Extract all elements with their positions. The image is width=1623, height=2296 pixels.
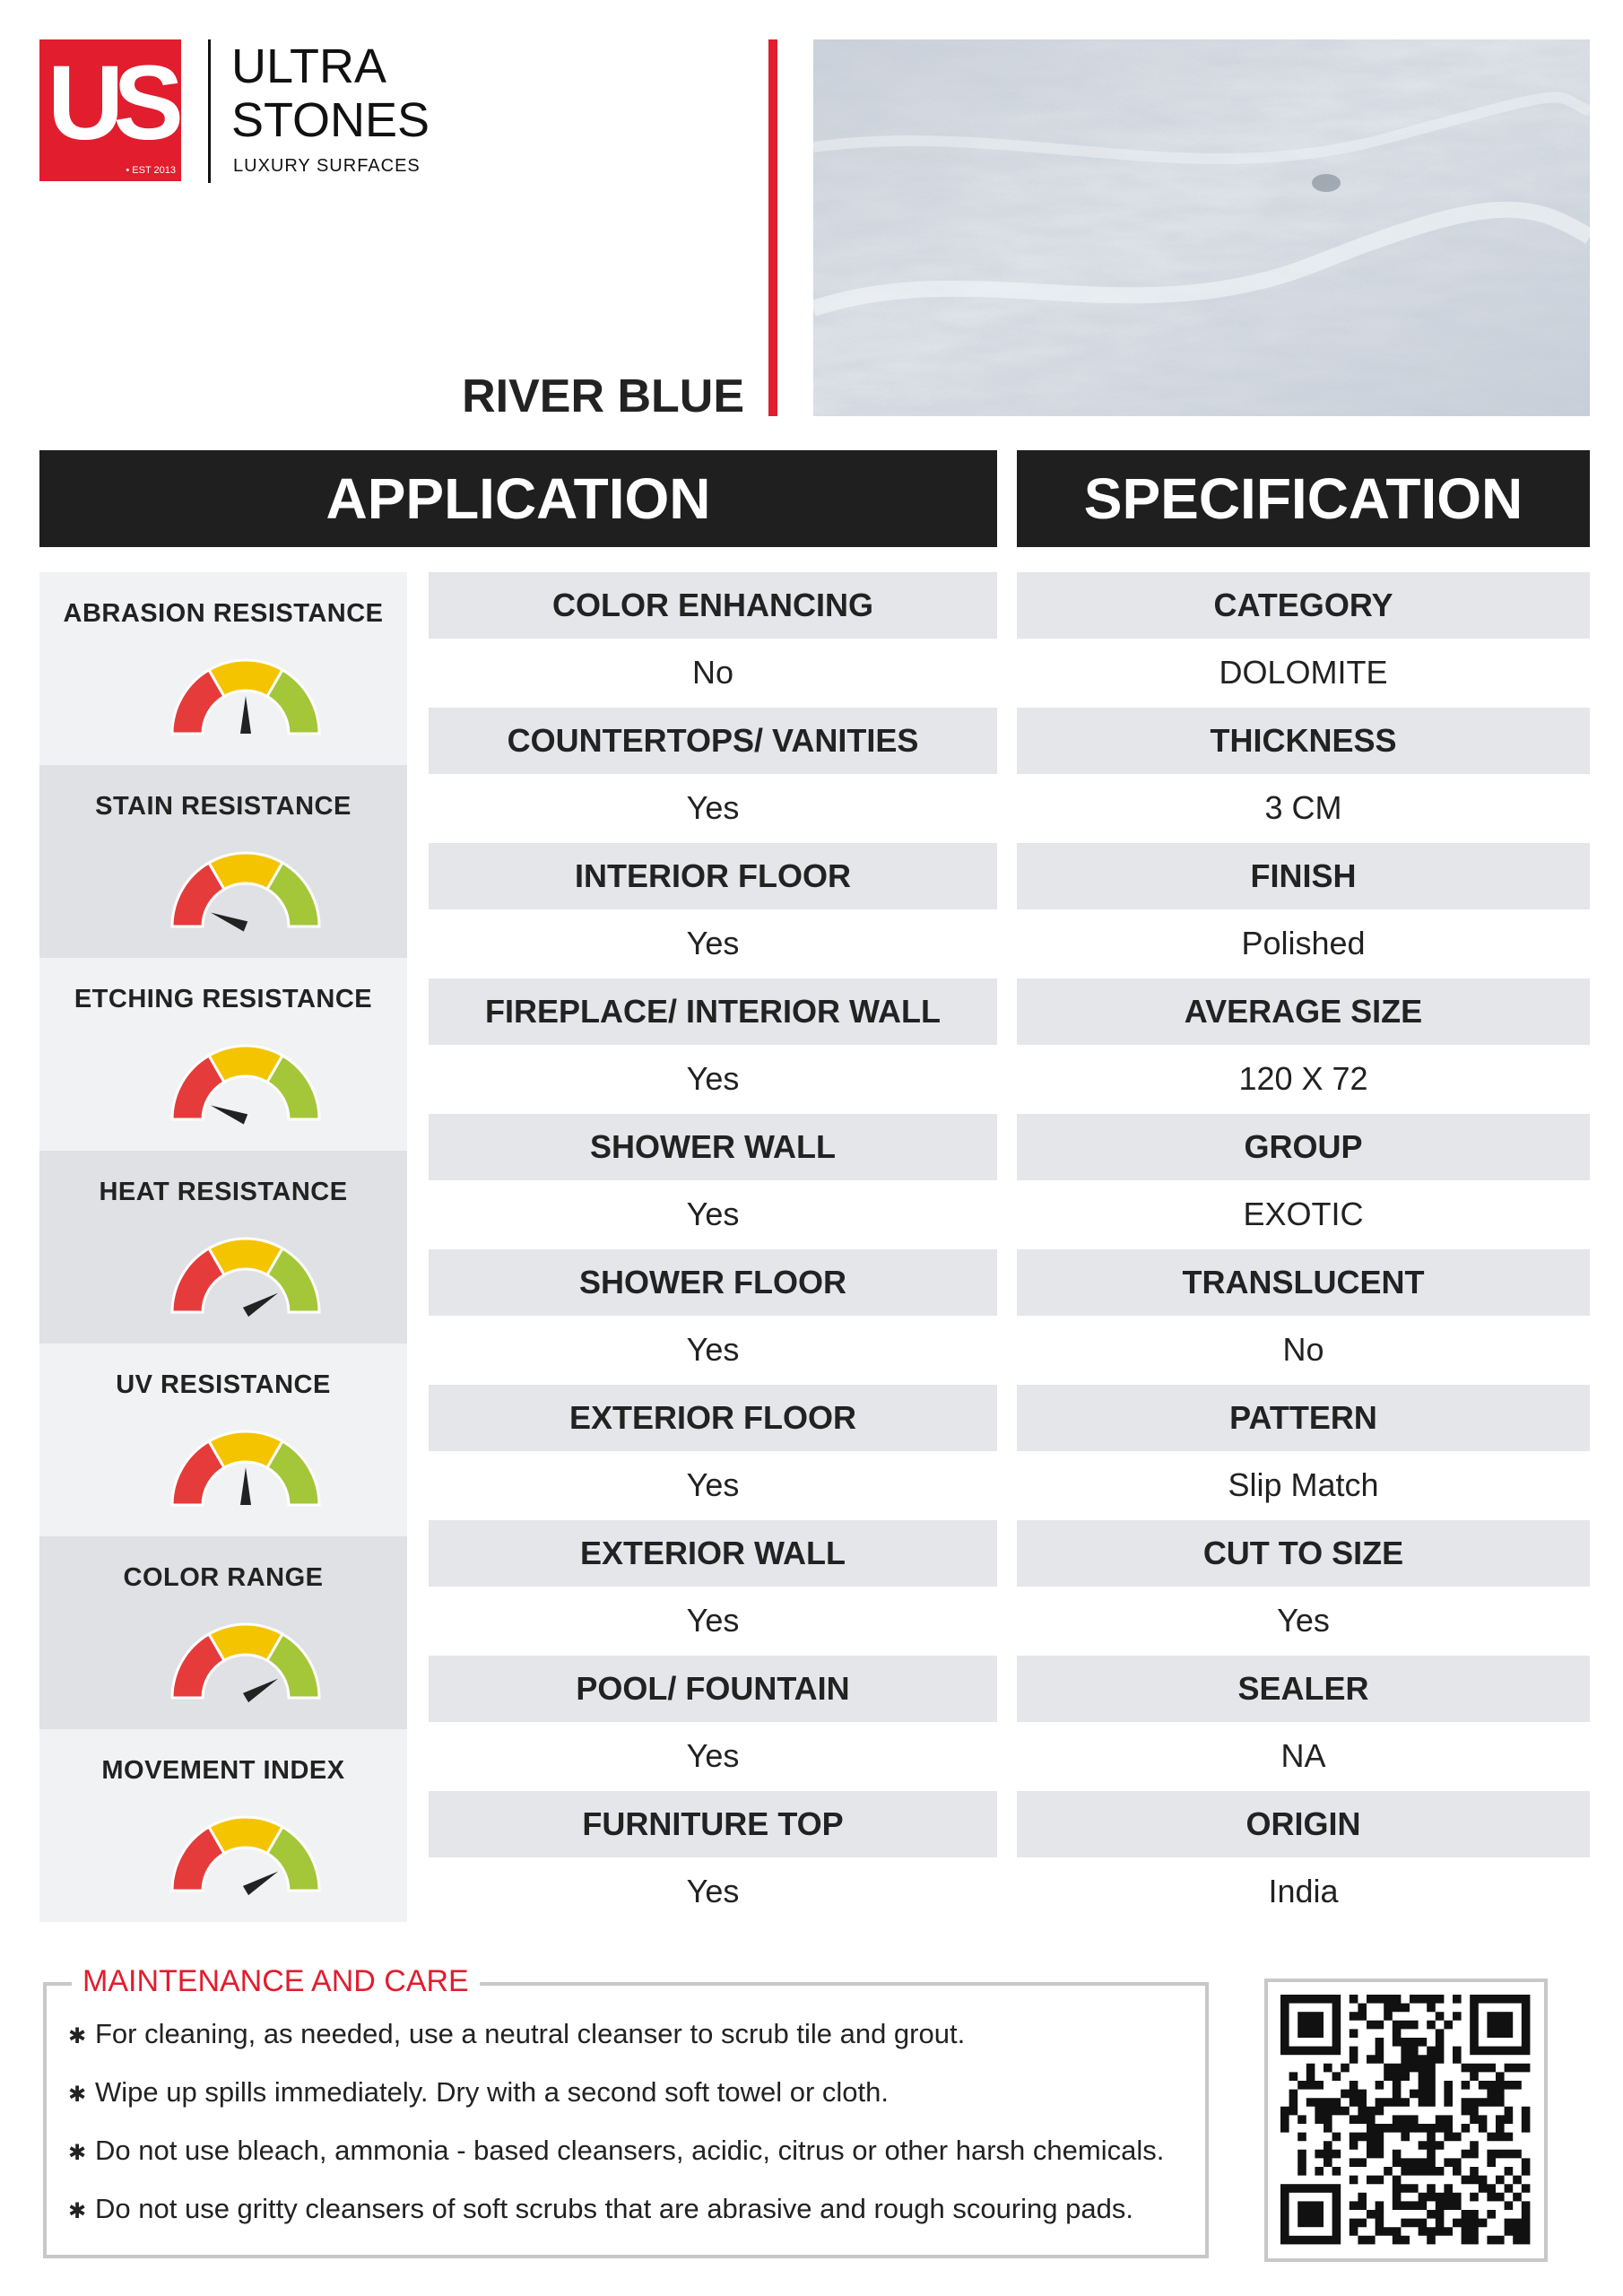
qr-finder (1298, 2201, 1324, 2227)
application-label: SHOWER FLOOR (429, 1249, 997, 1316)
accent-bar (768, 39, 777, 416)
spec-value: Yes (1017, 1587, 1590, 1654)
gauge-dial (169, 851, 322, 932)
gauge-label: STAIN RESISTANCE (95, 792, 352, 821)
spec-label: FINISH (1017, 843, 1590, 909)
logo-est: • EST 2013 (126, 165, 176, 176)
logo-monogram: US (48, 44, 173, 162)
asterisk-icon: ✱ (68, 2024, 87, 2048)
gauge-dial (169, 1430, 322, 1510)
brand-name-line1: ULTRA (231, 39, 387, 93)
application-label: EXTERIOR FLOOR (429, 1385, 997, 1451)
gauge-dial (169, 1815, 322, 1896)
qr-code-icon[interactable] (1271, 1986, 1541, 2255)
gauge-dial (169, 1044, 322, 1125)
qr-finder (1298, 2012, 1324, 2038)
application-value: Yes (429, 910, 997, 977)
maintenance-text: Do not use gritty cleansers of soft scrubs that are abrasive and rough scouring pads. (95, 2193, 1133, 2224)
application-value: Yes (429, 775, 997, 841)
gauge-needle (243, 1872, 278, 1896)
specification-header: SPECIFICATION (1017, 450, 1590, 547)
maintenance-item (68, 2193, 1133, 2225)
application-value: Yes (429, 1858, 997, 1925)
asterisk-icon: ✱ (68, 2141, 87, 2165)
spec-value: Slip Match (1017, 1452, 1590, 1518)
application-value: No (429, 639, 997, 706)
maintenance-item (68, 2135, 1164, 2167)
gauge-dial (169, 658, 322, 739)
application-value: Yes (429, 1452, 997, 1518)
application-value: Yes (429, 1181, 997, 1248)
spec-value: 3 CM (1017, 775, 1590, 841)
application-label: SHOWER WALL (429, 1114, 997, 1180)
gauge-label: MOVEMENT INDEX (101, 1756, 345, 1785)
gauge-dial (169, 1622, 322, 1703)
spec-value: EXOTIC (1017, 1181, 1590, 1248)
maintenance-text: Wipe up spills immediately. Dry with a second soft towel or cloth. (95, 2076, 889, 2108)
gauge-label: COLOR RANGE (123, 1563, 324, 1592)
application-label: FIREPLACE/ INTERIOR WALL (429, 978, 997, 1045)
gauge-label: HEAT RESISTANCE (99, 1178, 348, 1206)
spec-value: India (1017, 1858, 1590, 1925)
maintenance-item (68, 2018, 965, 2050)
application-label: COLOR ENHANCING (429, 572, 997, 639)
application-value: Yes (429, 1723, 997, 1789)
resistance-gauges (39, 572, 407, 1923)
gauge-label: ETCHING RESISTANCE (74, 985, 373, 1013)
gauge-needle (243, 1293, 278, 1318)
gauge-label: ABRASION RESISTANCE (63, 599, 384, 628)
stone-sample-image (813, 39, 1590, 416)
brand-name-line2: STONES (231, 93, 430, 147)
spec-label: CUT TO SIZE (1017, 1520, 1590, 1587)
spec-label: PATTERN (1017, 1385, 1590, 1451)
maintenance-text: Do not use bleach, ammonia - based cleansers, acidic, citrus or other harsh chemicals. (95, 2135, 1165, 2166)
spec-label: THICKNESS (1017, 708, 1590, 774)
spec-label: CATEGORY (1017, 572, 1590, 639)
asterisk-icon: ✱ (68, 2199, 87, 2223)
gauge-needle (240, 696, 251, 734)
spec-value: 120 X 72 (1017, 1046, 1590, 1112)
gauge-heat-resistance (39, 1151, 407, 1344)
brand-tagline: LUXURY SURFACES (233, 156, 421, 176)
qr-finder (1487, 2012, 1513, 2038)
application-label: EXTERIOR WALL (429, 1520, 997, 1587)
application-label: COUNTERTOPS/ VANITIES (429, 708, 997, 774)
gauge-dial (169, 1237, 322, 1318)
application-value: Yes (429, 1587, 997, 1654)
gauge-movement-index (39, 1729, 407, 1922)
gauge-needle (240, 1467, 251, 1505)
gauge-abrasion-resistance (39, 572, 407, 765)
spec-label: TRANSLUCENT (1017, 1249, 1590, 1316)
qr-code-frame[interactable] (1264, 1979, 1548, 2262)
asterisk-icon: ✱ (68, 2083, 87, 2107)
maintenance-title: MAINTENANCE AND CARE (72, 1961, 480, 2001)
spec-value: No (1017, 1317, 1590, 1383)
gauge-needle (243, 1679, 278, 1703)
gauge-needle (211, 913, 247, 932)
maintenance-item (68, 2076, 889, 2109)
spec-label: SEALER (1017, 1656, 1590, 1722)
brand-logo (39, 39, 181, 181)
logo-divider (208, 39, 211, 183)
application-value: Yes (429, 1046, 997, 1112)
spec-label: AVERAGE SIZE (1017, 978, 1590, 1045)
gauge-etching-resistance (39, 958, 407, 1151)
spec-label: ORIGIN (1017, 1791, 1590, 1857)
gauge-needle (211, 1106, 247, 1125)
spec-value: NA (1017, 1723, 1590, 1789)
spec-label: GROUP (1017, 1114, 1590, 1180)
application-value: Yes (429, 1317, 997, 1383)
application-label: POOL/ FOUNTAIN (429, 1656, 997, 1722)
spec-value: Polished (1017, 910, 1590, 977)
product-title: RIVER BLUE (462, 370, 744, 422)
gauge-label: UV RESISTANCE (116, 1370, 331, 1399)
gauge-uv-resistance (39, 1344, 407, 1536)
maintenance-text: For cleaning, as needed, use a neutral cleanser to scrub tile and grout. (95, 2018, 966, 2049)
gauge-color-range (39, 1536, 407, 1729)
application-label: FURNITURE TOP (429, 1791, 997, 1857)
application-header: APPLICATION (39, 450, 997, 547)
gauge-stain-resistance (39, 765, 407, 958)
spec-value: DOLOMITE (1017, 639, 1590, 706)
application-label: INTERIOR FLOOR (429, 843, 997, 909)
